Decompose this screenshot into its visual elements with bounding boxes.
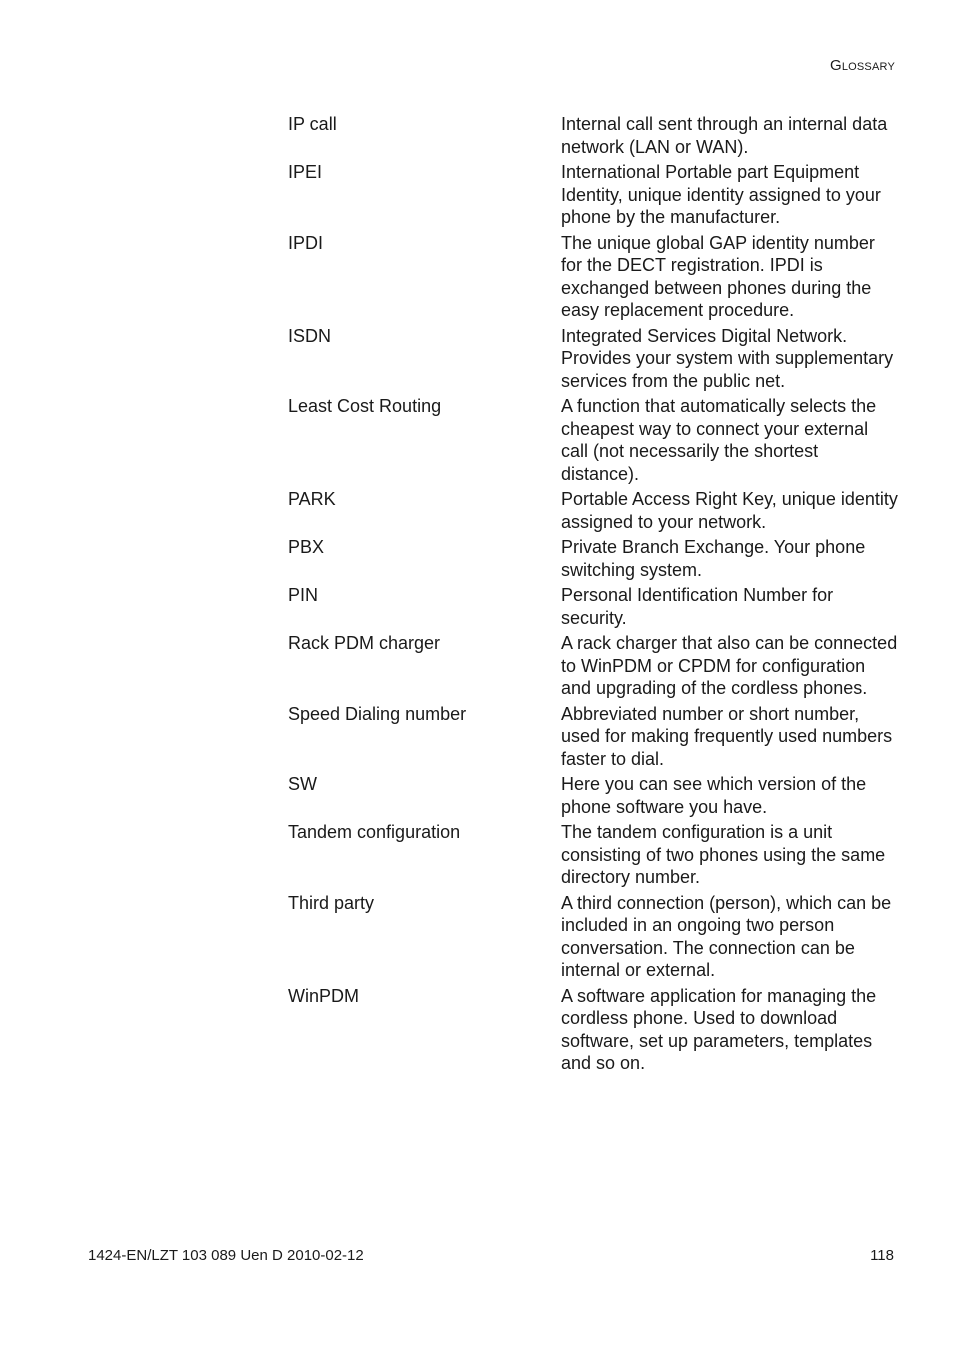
glossary-entry <box>288 985 898 1075</box>
glossary-term: IPEI <box>288 162 323 182</box>
glossary-definition: A function that automatically selects the cheapest way to connect your external call (not necessarily the shortest distance). <box>561 396 877 484</box>
glossary-definition: Personal Identification Number for security. <box>561 585 834 628</box>
glossary-entry <box>288 161 898 229</box>
glossary-definition: Portable Access Right Key, unique identity assigned to your network. <box>561 489 898 532</box>
glossary-list <box>288 113 898 1078</box>
glossary-term: Least Cost Routing <box>288 396 442 416</box>
glossary-entry <box>288 113 898 158</box>
document-id: 1424-EN/LZT 103 089 Uen D 2010-02-12 <box>88 1247 364 1264</box>
glossary-term: IP call <box>288 114 337 134</box>
glossary-entry <box>288 395 898 485</box>
glossary-entry <box>288 892 898 982</box>
glossary-entry <box>288 773 898 818</box>
glossary-definition: A software application for managing the cordless phone. Used to download software, set up parameters, templates and so on. <box>561 985 877 1073</box>
glossary-term: Rack PDM charger <box>288 633 441 653</box>
glossary-term: PBX <box>288 537 325 557</box>
glossary-definition: Internal call sent through an internal data network (LAN or WAN). <box>561 114 888 157</box>
glossary-definition: A rack charger that also can be connected to WinPDM or CPDM for configuration and upgrading of the cordless phones. <box>561 633 898 698</box>
glossary-entry <box>288 232 898 322</box>
glossary-entry <box>288 325 898 393</box>
glossary-term: Third party <box>288 892 375 913</box>
glossary-entry <box>288 703 898 771</box>
glossary-entry <box>288 536 898 581</box>
glossary-term: Speed Dialing number <box>288 703 467 724</box>
glossary-definition: Private Branch Exchange. Your phone switching system. <box>561 537 866 580</box>
glossary-definition: The unique global GAP identity number for the DECT registration. IPDI is exchanged between phones during the easy replacement procedure. <box>561 232 875 320</box>
glossary-definition: Integrated Services Digital Network. Provides your system with supplementary services from the public net. <box>561 325 894 391</box>
glossary-term: ISDN <box>288 325 332 346</box>
page-number: 118 <box>870 1247 894 1264</box>
glossary-term: SW <box>288 774 317 794</box>
glossary-entry <box>288 584 898 629</box>
glossary-term: PARK <box>288 489 336 509</box>
glossary-term: PIN <box>288 585 319 605</box>
glossary-definition: A third connection (person), which can be included in an ongoing two person conversation. The connection can be internal or external. <box>561 892 892 980</box>
section-header: Glossary <box>829 57 895 74</box>
glossary-term: WinPDM <box>288 985 359 1006</box>
glossary-definition: The tandem configuration is a unit consisting of two phones using the same directory number. <box>561 822 886 887</box>
glossary-definition: Abbreviated number or short number, used for making frequently used numbers faster to dial. <box>561 703 893 769</box>
glossary-entry <box>288 632 898 700</box>
glossary-definition: International Portable part Equipment Identity, unique identity assigned to your phone by the manufacturer. <box>561 162 881 227</box>
glossary-term: Tandem configuration <box>288 822 461 842</box>
glossary-term: IPDI <box>288 232 324 253</box>
glossary-definition: Here you can see which version of the phone software you have. <box>561 774 867 817</box>
glossary-entry <box>288 821 898 889</box>
glossary-entry <box>288 488 898 533</box>
